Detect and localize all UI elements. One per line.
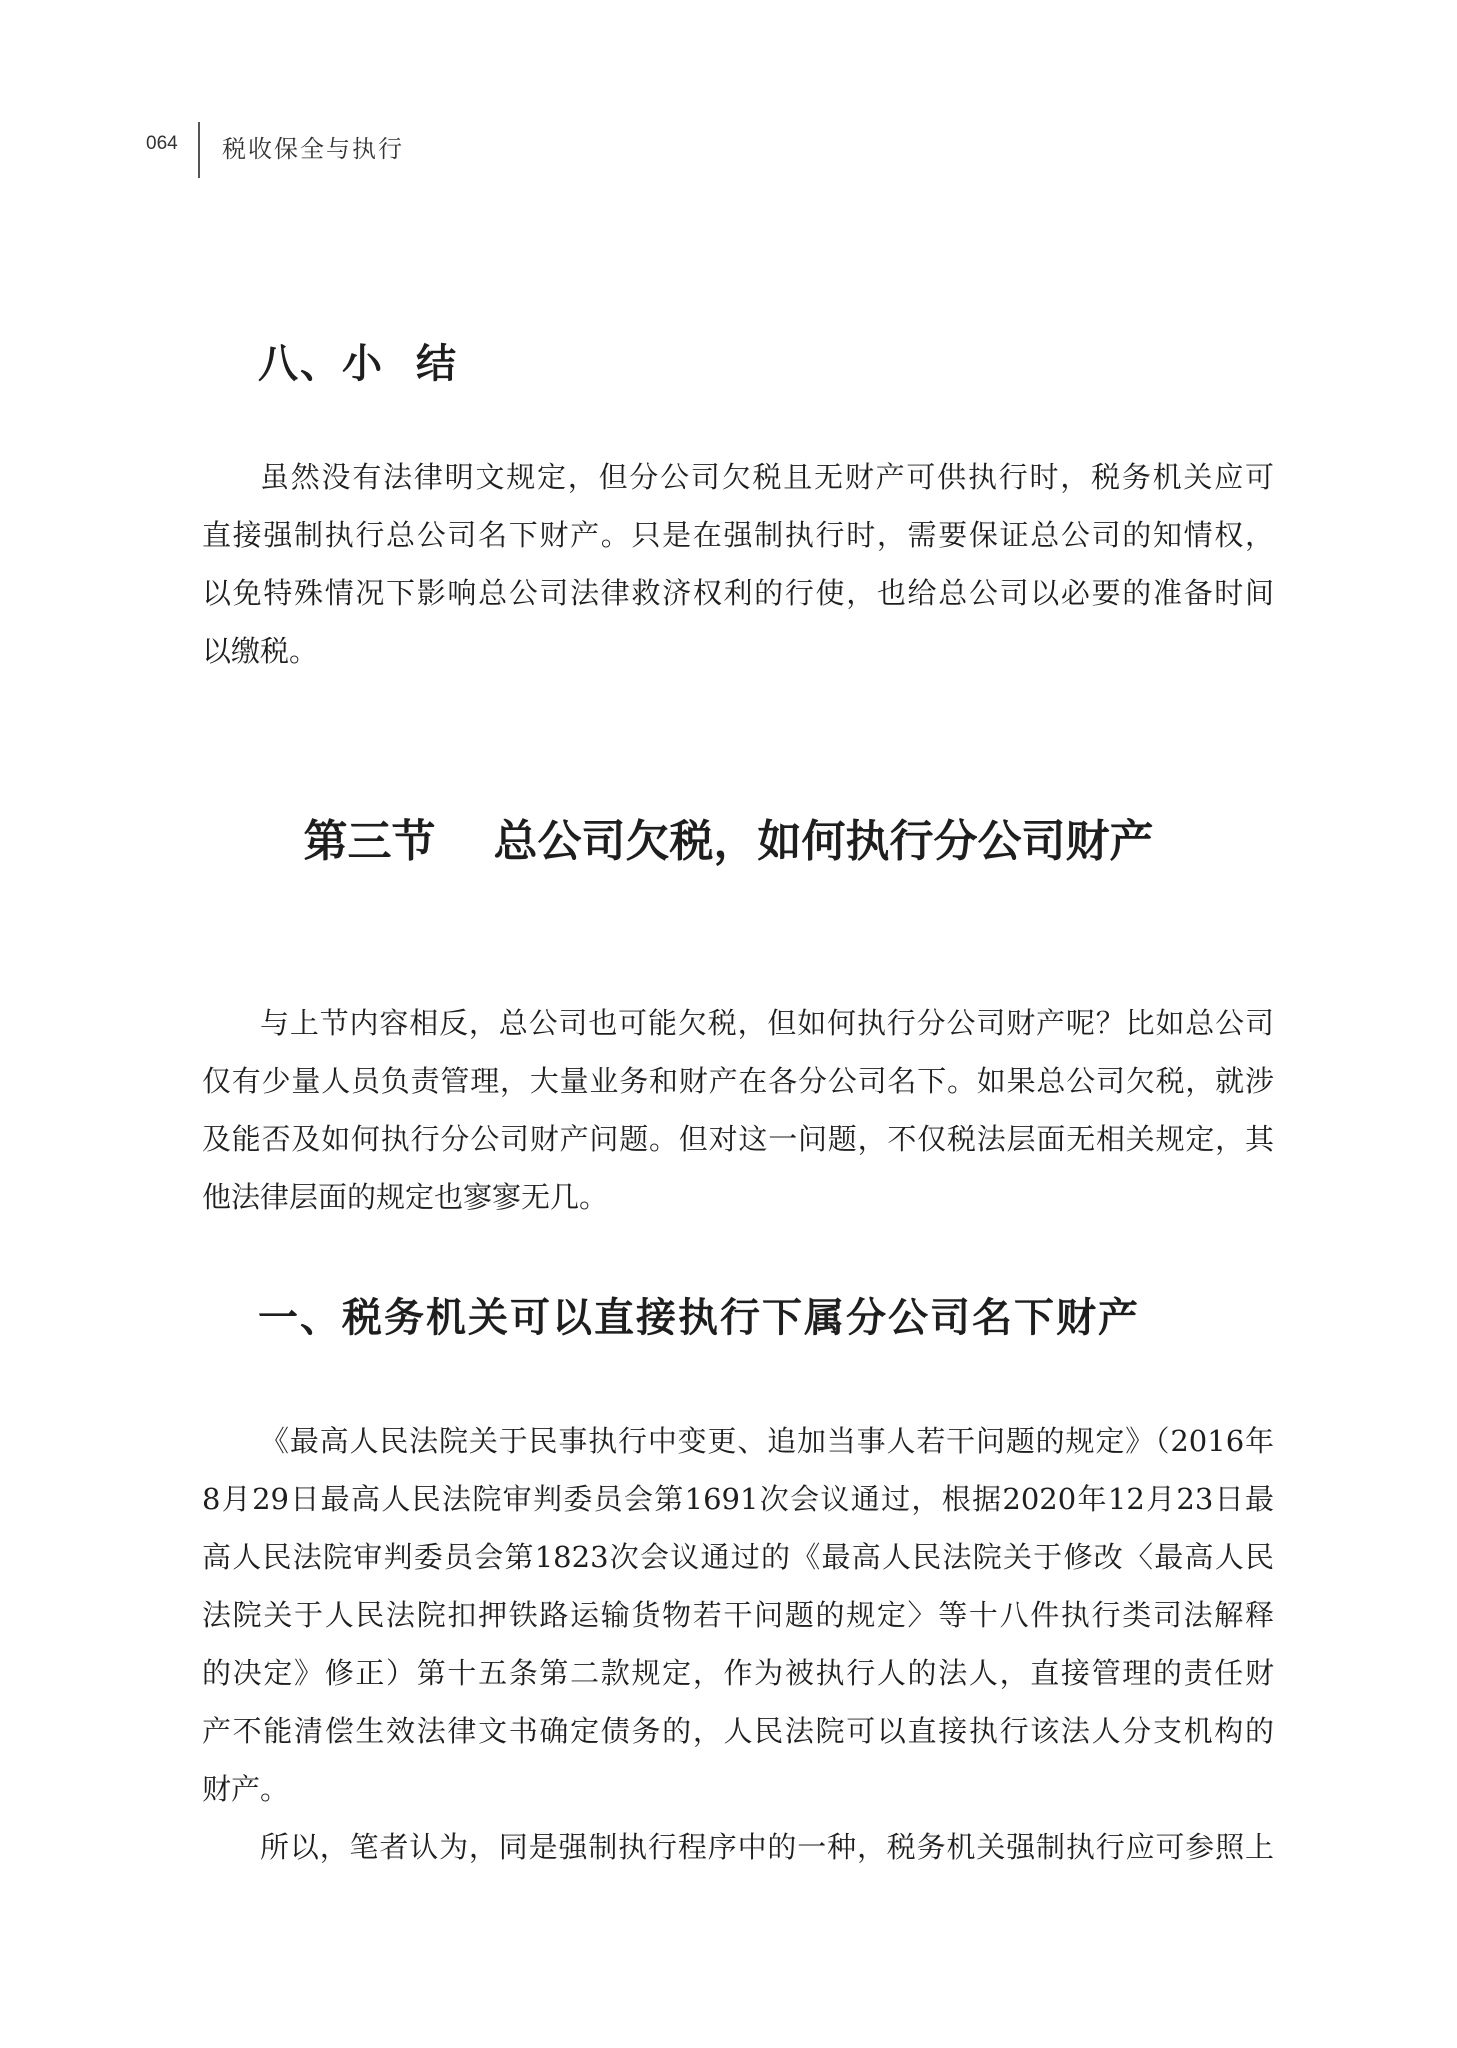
subsection-number: 一、 [258,1295,342,1341]
paragraph-line: 法院关于人民法院扣押铁路运输货物若干问题的规定〉等十八件执行类司法解释 [202,1598,1274,1632]
paragraph-line: 与上节内容相反，总公司也可能欠税，但如何执行分公司财产呢？比如总公司 [260,1006,1274,1040]
paragraph-line: 以免特殊情况下影响总公司法律救济权利的行使，也给总公司以必要的准备时间 [202,576,1274,610]
subsection-number: 八、 [258,341,342,387]
paragraph-line: 及能否及如何执行分公司财产问题。但对这一问题，不仅税法层面无相关规定，其 [202,1122,1274,1156]
paragraph-line: 虽然没有法律明文规定，但分公司欠税且无财产可供执行时，税务机关应可 [260,460,1274,494]
paragraph-line: 以缴税。 [202,634,319,668]
paragraph-line: 高人民法院审判委员会第1823次会议通过的《最高人民法院关于修改〈最高人民 [202,1540,1274,1574]
paragraph-line: 产不能清偿生效法律文书确定债务的，人民法院可以直接执行该法人分支机构的 [202,1714,1274,1748]
subsection-title: 小结 [342,341,490,387]
paragraph-line: 所以，笔者认为，同是强制执行程序中的一种，税务机关强制执行应可参照上 [260,1830,1274,1864]
paragraph-conclusion [202,1818,1274,1876]
paragraph-line: 的决定》修正）第十五条第二款规定，作为被执行人的法人，直接管理的责任财 [202,1656,1274,1690]
header-divider [198,122,200,178]
paragraph-summary [202,448,1274,680]
subsection-title: 税务机关可以直接执行下属分公司名下财产 [342,1295,1140,1341]
subsection-heading-summary [258,338,490,390]
book-title: 税收保全与执行 [222,135,404,163]
subsection-heading-direct-execution [258,1292,1140,1344]
section-heading [0,814,1457,870]
section-title: 总公司欠税，如何执行分公司财产 [493,816,1154,867]
paragraph-line: 财产。 [202,1772,290,1806]
paragraph-line: 他法律层面的规定也寥寥无几。 [202,1180,609,1214]
paragraph-line: 直接强制执行总公司名下财产。只是在强制执行时，需要保证总公司的知情权， [202,518,1274,552]
section-number: 第三节 [303,816,436,867]
paragraph-line: 8月29日最高人民法院审判委员会第1691次会议通过，根据2020年12月23日最 [202,1482,1274,1516]
paragraph-regulation [202,1412,1274,1818]
paragraph-line: 仅有少量人员负责管理，大量业务和财产在各分公司名下。如果总公司欠税，就涉 [202,1064,1274,1098]
paragraph-intro [202,994,1274,1226]
page-number: 064 [146,133,178,154]
paragraph-line: 《最高人民法院关于民事执行中变更、追加当事人若干问题的规定》（2016年 [260,1424,1274,1458]
